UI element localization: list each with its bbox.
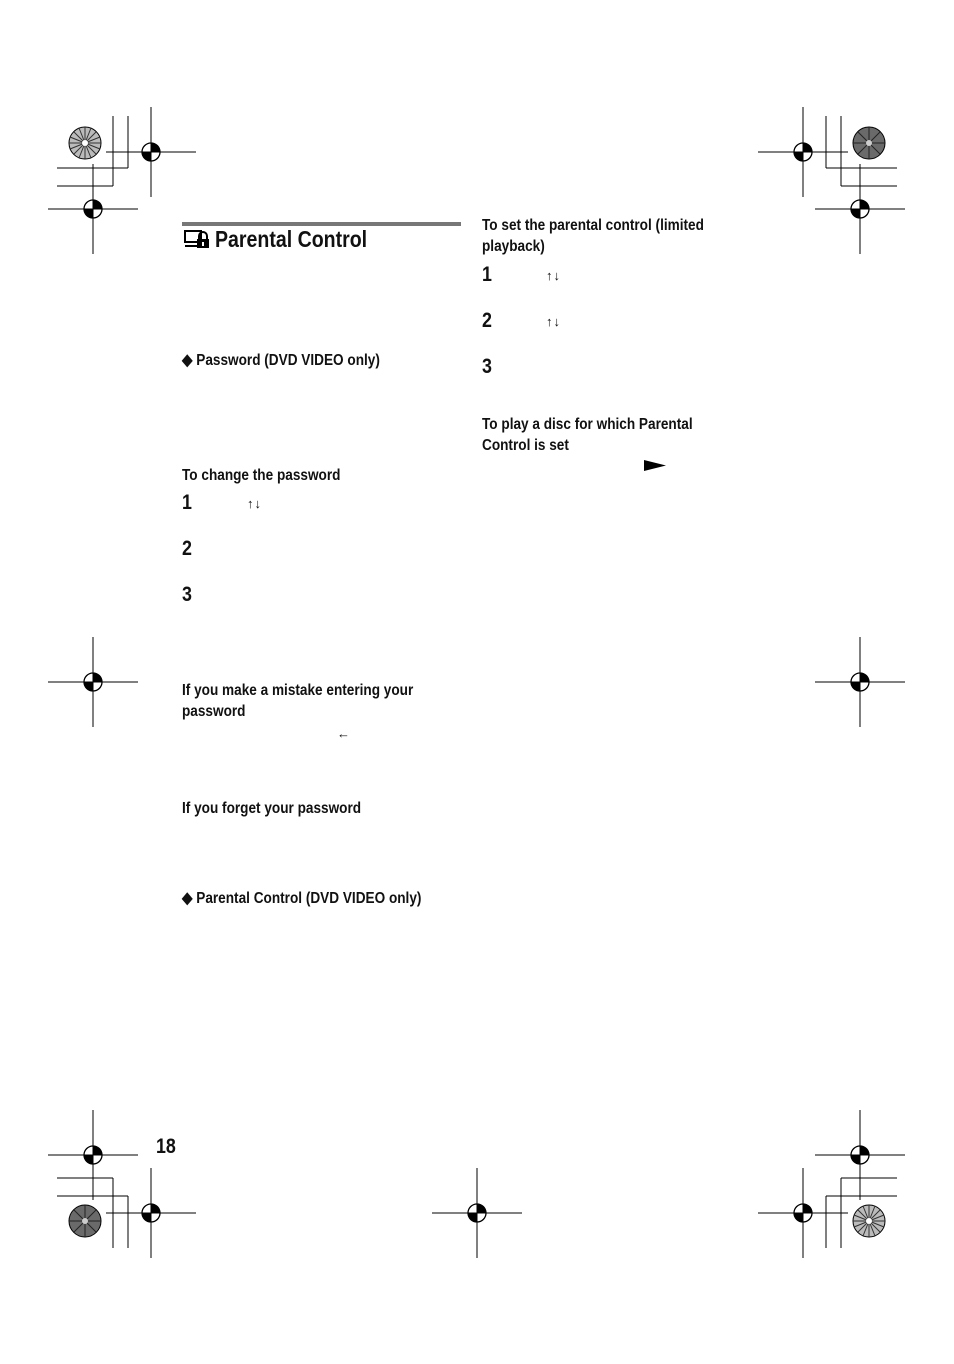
play-triangle-icon [644,460,666,471]
step-number: 1 [482,263,492,286]
diamond-bullet-icon: ◆ [182,890,193,907]
parental-control-heading: ◆ Parental Control (DVD VIDEO only) [182,890,422,907]
step-number: 3 [182,583,192,606]
change-password-heading: To change the password [182,467,341,484]
password-heading: ◆ Password (DVD VIDEO only) [182,352,380,369]
up-down-arrows-icon: ↑↓ [546,268,561,283]
step-number: 3 [482,355,492,378]
parental-lock-icon [184,229,210,249]
up-down-arrows-icon: ↑↓ [546,314,561,329]
set-parental-heading: To set the parental control (limited playback) [482,217,704,255]
step-number: 1 [182,491,192,514]
step-number: 2 [482,309,492,332]
diamond-bullet-icon: ◆ [182,352,193,369]
step-number: 2 [182,537,192,560]
play-disc-heading: To play a disc for which Parental Control is set [482,416,693,454]
back-arrow-icon: ← [337,726,351,741]
up-down-arrows-icon: ↑↓ [247,496,262,511]
mistake-heading: If you make a mistake entering your password [182,682,414,720]
page-number: 18 [156,1135,176,1158]
section-title: Parental Control [215,226,368,252]
forget-password-heading: If you forget your password [182,800,362,817]
